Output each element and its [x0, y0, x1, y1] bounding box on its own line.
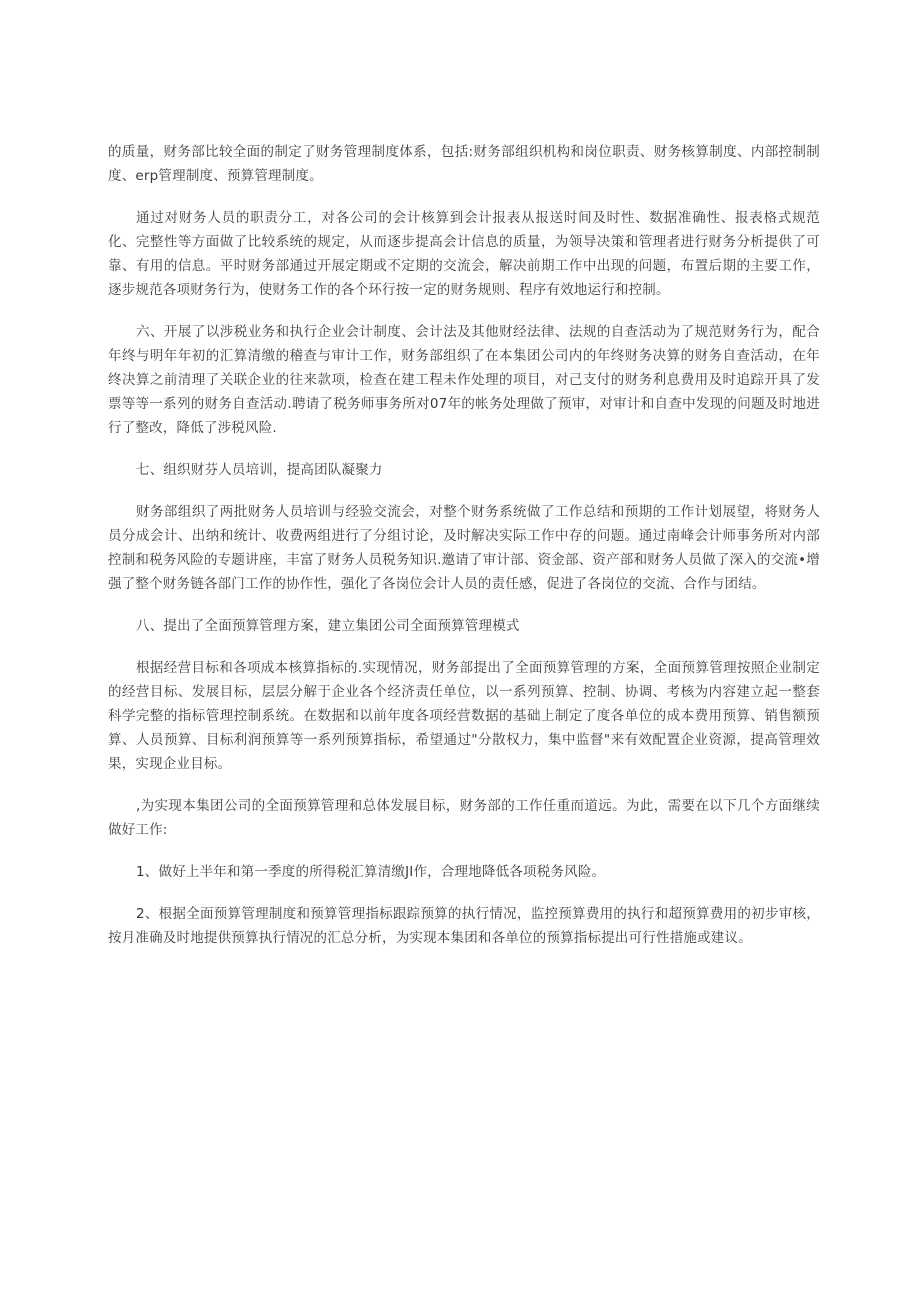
list-item-1: 1、做好上半年和第一季度的所得税汇算清缴JI作，合理地降低各项税务风险。 — [136, 864, 606, 880]
section-heading-7: 七、组织财芬人员培训，提高团队凝聚力 — [136, 462, 383, 478]
list-item-2: 2、根据全面预算管理制度和预算管理指标跟踪预算的执行情况，监控预算费用的执行和超预算费用的初步审核，按月准确及时地提供预算执行情况的汇总分析，为实现本集团和各单位的预算指标提出可行性措施或建议。 — [108, 906, 820, 946]
paragraph-1: 的质量，财务部比较全面的制定了财务管理制度体系，包括:财务部组织机构和岗位职责、财务核算制度、内部控制制度、erp管理制度、预算管理制度。 — [108, 144, 820, 184]
paragraph-8: ,为实现本集团公司的全面预算管理和总体发展目标，财务部的工作任重而道远。为此，需要在以下几个方面继续做好工作: — [108, 798, 820, 838]
paragraph-5: 财务部组织了两批财务人员培训与经验交流会，对整个财务系统做了工作总结和预期的工作计划展望，将财务人员分成会计、出纳和统计、收费两组进行了分组讨论，及时解决实际工作中存的问题。通过南峰会计师事务所对内部控制和税务风险的专题讲座，丰富了财务人员税务知识.邀请了审计部、资金部、资产部和财务人员做了深入的交流•增强了整个财务链各部门工作的协作性，强化了各岗位会计人员的责任感，促进了各岗位的交流、合作与团结。 — [108, 504, 820, 592]
paragraph-3: 六、开展了以涉税业务和执行企业会计制度、会计法及其他财经法律、法规的自查活动为了规范财务行为，配合年终与明年年初的汇算清缴的稽查与审计工作，财务部组织了在本集团公司内的年终财务决算的财务自查活动，在年终决算之前清理了关联企业的往来款项，检查在建工程未作处理的项目，对己支付的财务利息费用及时追踪开具了发票等等一系列的财务自查活动.聘请了税务师事务所对07年的帐务处理做了预审，对审计和自查中发现的问题及时地进行了整改，降低了涉税风险. — [108, 324, 820, 436]
document-body — [108, 140, 820, 968]
paragraph-7: 根据经营目标和各项成本核算指标的.实现情况，财务部提出了全面预算管理的方案，全面预算管理按照企业制定的经营目标、发展目标，层层分解于企业各个经济责任单位，以一系列预算、控制、协调、考核为内容建立起一整套科学完整的指标管理控制系统。在数据和以前年度各项经营数据的基础上制定了度各单位的成本费用预算、销售额预算、人员预算、目标利润预算等一系列预算指标，希望通过"分散权力，集中监督"来有效配置企业资源，提高管理效果，实现企业目标。 — [108, 660, 820, 772]
section-heading-8: 八、提出了全面预算管理方案，建立集团公司全面预算管理模式 — [136, 618, 520, 634]
paragraph-2: 通过对财务人员的职责分工，对各公司的会计核算到会计报表从报送时间及时性、数据准确性、报表格式规范化、完整性等方面做了比较系统的规定，从而逐步提高会计信息的质量，为领导决策和管理者进行财务分析提供了可靠、有用的信息。平时财务部通过开展定期或不定期的交流会，解决前期工作中出现的问题，布置后期的主要工作，逐步规范各项财务行为，使财务工作的各个环行按一定的财务规则、程序有效地运行和控制。 — [108, 210, 820, 298]
